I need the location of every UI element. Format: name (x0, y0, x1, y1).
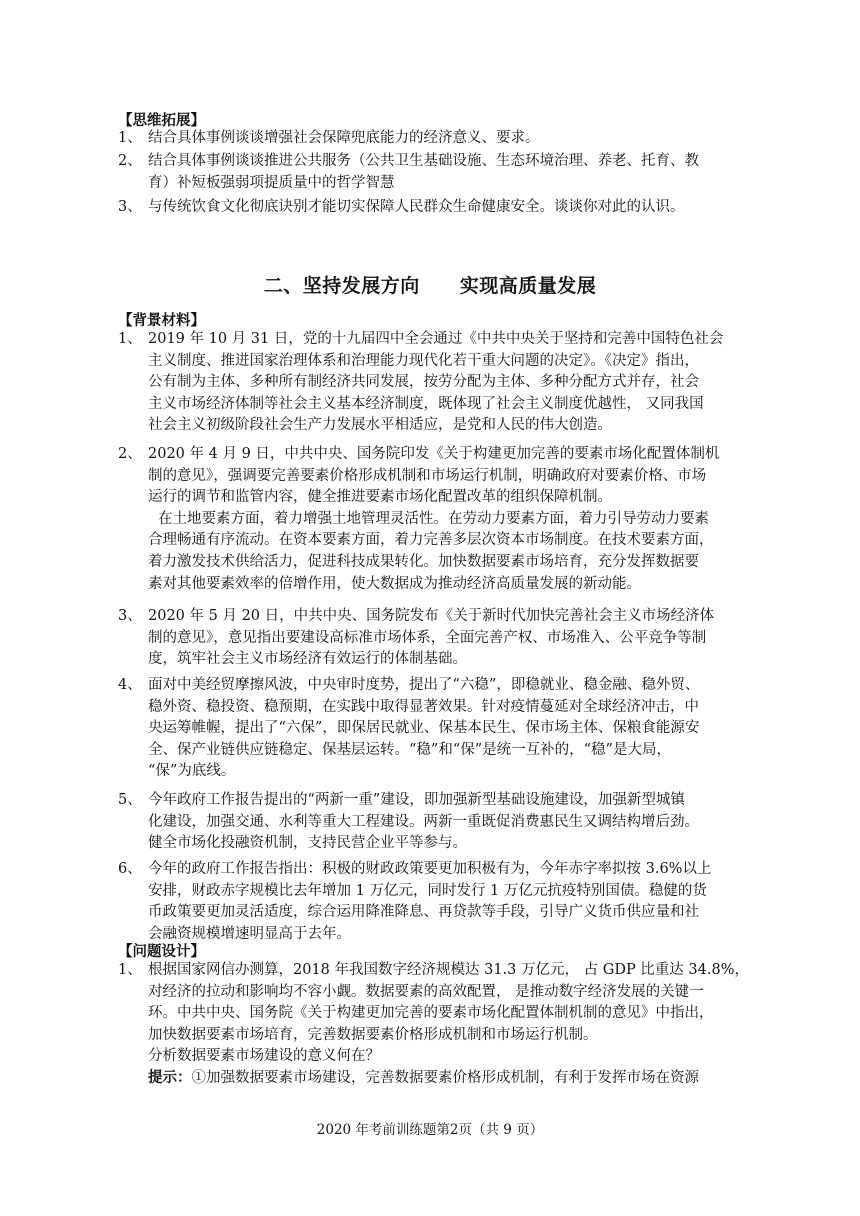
item-line: 面对中美经贸摩擦风波，中央审时度势，提出了“六稳”，即稳就业、稳金融、稳外贸、 (148, 677, 700, 693)
item-number: 6、 (118, 861, 142, 877)
item-line: 加快数据要素市场培育，完善数据要素价格形成机制和市场运行机制。 (148, 1026, 598, 1043)
item-number: 4、 (118, 677, 142, 693)
item-line: 素对其他要素效率的倍增作用，使大数据成为推动经济高质量发展的新动能。 (148, 575, 641, 592)
item-line: 对经济的拉动和影响均不容小觑。数据要素的高效配置， 是推动数字经济发展的关键一 (148, 983, 704, 1000)
item-line: 安排，财政赤字规模比去年增加 1 万亿元，同时发行 1 万亿元抗疫特别国债。稳健的货 (148, 882, 707, 899)
item-line: 环。中共中央、国务院《关于构建更加完善的要素市场化配置体制机制的意见》中指出， (148, 1005, 714, 1022)
item-number: 2、 (118, 446, 142, 462)
item-line: 会融资规模增速明显高于去年。 (148, 925, 351, 942)
item-line: 2020 年 5 月 20 日，中共中央、国务院发布《关于新时代加快完善社会主义市场经济体 (148, 608, 715, 624)
list-item (118, 151, 742, 194)
item-line: 在土地要素方面，着力增强土地管理灵活性。在劳动力要素方面，着力引导劳动力要素 (158, 510, 709, 527)
hint-line (118, 1068, 742, 1090)
item-line: 稳外资、稳投资、稳预期，在实践中取得显著效果。针对疫情蔓延对全球经济冲击，中 (148, 698, 699, 715)
item-line: 结合具体事例谈谈增强社会保障兜底能力的经济意义、要求。 (148, 130, 540, 146)
list-item (118, 128, 742, 150)
question-text: 分析数据要素市场建设的意义何在？ (148, 1048, 380, 1065)
item-line: “保”为底线。 (148, 763, 236, 780)
item-line: 运行的调节和监管内容，健全推进要素市场化配置改革的组织保障机制。 (148, 489, 612, 506)
page-footer: 2020 年考前训练题第2页（共 9 页） (316, 1122, 544, 1138)
item-line: 制的意见》，强调要完善要素价格形成机制和市场运行机制，明确政府对要素价格、市场 (148, 467, 707, 484)
item-line: 2020 年 4 月 9 日，中共中央、国务院印发《关于构建更加完善的要素市场化配置体制机 (148, 446, 720, 462)
thinking-extension-header: 【思维拓展】 (118, 113, 205, 129)
item-number: 1、 (118, 130, 142, 146)
list-item (118, 329, 742, 437)
hint-text: ①加强数据要素市场建设，完善数据要素价格形成机制，有利于发挥市场在资源 (191, 1069, 699, 1086)
list-item (118, 790, 742, 855)
item-line: 今年政府工作报告提出的“两新一重”建设，即加强新型基础设施建设，加强新型城镇 (148, 792, 685, 808)
item-line: 与传统饮食文化彻底诀别才能切实保障人民群众生命健康安全。谈谈你对此的认识。 (148, 199, 685, 215)
item-number: 2、 (118, 153, 142, 169)
section-title-right: 实现高质量发展 (459, 275, 597, 297)
item-number: 1、 (118, 331, 142, 347)
item-line: 化建设，加强交通、水利等重大工程建设。两新一重既促消费惠民生又调结构增后劲。 (148, 813, 699, 830)
question-item (118, 960, 749, 1090)
list-item (118, 444, 742, 595)
item-line: 结合具体事例谈谈推进公共服务（公共卫生基础设施、生态环境治理、养老、托育、教 (148, 153, 699, 169)
hint-label: 提示： (148, 1069, 192, 1086)
item-line: 公有制为主体、多种所有制经济共同发展，按劳分配为主体、多种分配方式并存，社会 (148, 374, 699, 391)
item-number: 3、 (118, 608, 142, 624)
item-number: 3、 (118, 199, 142, 215)
question-design-header: 【问题设计】 (118, 944, 205, 960)
item-line: 健全市场化投融资机制，支持民营企业平等参与。 (148, 835, 467, 852)
item-line: 度，筑牢社会主义市场经济有效运行的体制基础。 (148, 651, 467, 668)
list-item (118, 197, 742, 219)
list-item (118, 606, 742, 671)
item-line: 全、保产业链供应链稳定、保基层运转。“稳”和“保”是统一互补的，“稳”是大局， (148, 741, 671, 758)
item-line: 育）补短板强弱项提质量中的哲学智慧 (148, 174, 395, 191)
item-number: 1、 (118, 962, 142, 978)
list-item (118, 859, 742, 945)
item-line: 根据国家网信办测算，2018 年我国数字经济规模达 31.3 万亿元， 占 GDP 比重达 34.8%， (148, 962, 749, 978)
item-line: 央运筹帷幄，提出了“六保”，即保居民就业、保基本民生、保市场主体、保粮食能源安 (148, 720, 700, 737)
item-line: 2019 年 10 月 31 日，党的十九届四中全会通过《中共中央关于坚持和完善中国特色社会 (148, 331, 724, 347)
item-line: 今年的政府工作报告指出：积极的财政政策要更加积极有为，今年赤字率拟按 3.6%以上 (148, 861, 712, 877)
item-line: 合理畅通有序流动。在资本要素方面，着力完善多层次资本市场制度。在技术要素方面， (148, 532, 714, 549)
background-material-header: 【背景材料】 (118, 313, 205, 329)
item-line: 制的意见》，意见指出要建设高标准市场体系，全面完善产权、市场准入、公平竞争等制 (148, 629, 707, 646)
item-line: 着力激发技术供给活力，促进科技成果转化。加快数据要素市场培育，充分发挥数据要 (148, 553, 699, 570)
section-title-left: 二、坚持发展方向 (263, 275, 420, 297)
item-line: 主义市场经济体制等社会主义基本经济制度，既体现了社会主义制度优越性， 又同我国 (148, 395, 704, 412)
item-number: 5、 (118, 792, 142, 808)
item-line: 社会主义初级阶段社会生产力发展水平相适应，是党和人民的伟大创造。 (148, 417, 612, 434)
list-item (118, 675, 742, 783)
item-line: 币政策要更加灵活适度，综合运用降准降息、再贷款等手段，引导广义货币供应量和社 (148, 904, 699, 921)
section-title (0, 271, 860, 298)
item-line: 主义制度、推进国家治理体系和治理能力现代化若干重大问题的决定》。《决定》指出， (148, 352, 699, 369)
